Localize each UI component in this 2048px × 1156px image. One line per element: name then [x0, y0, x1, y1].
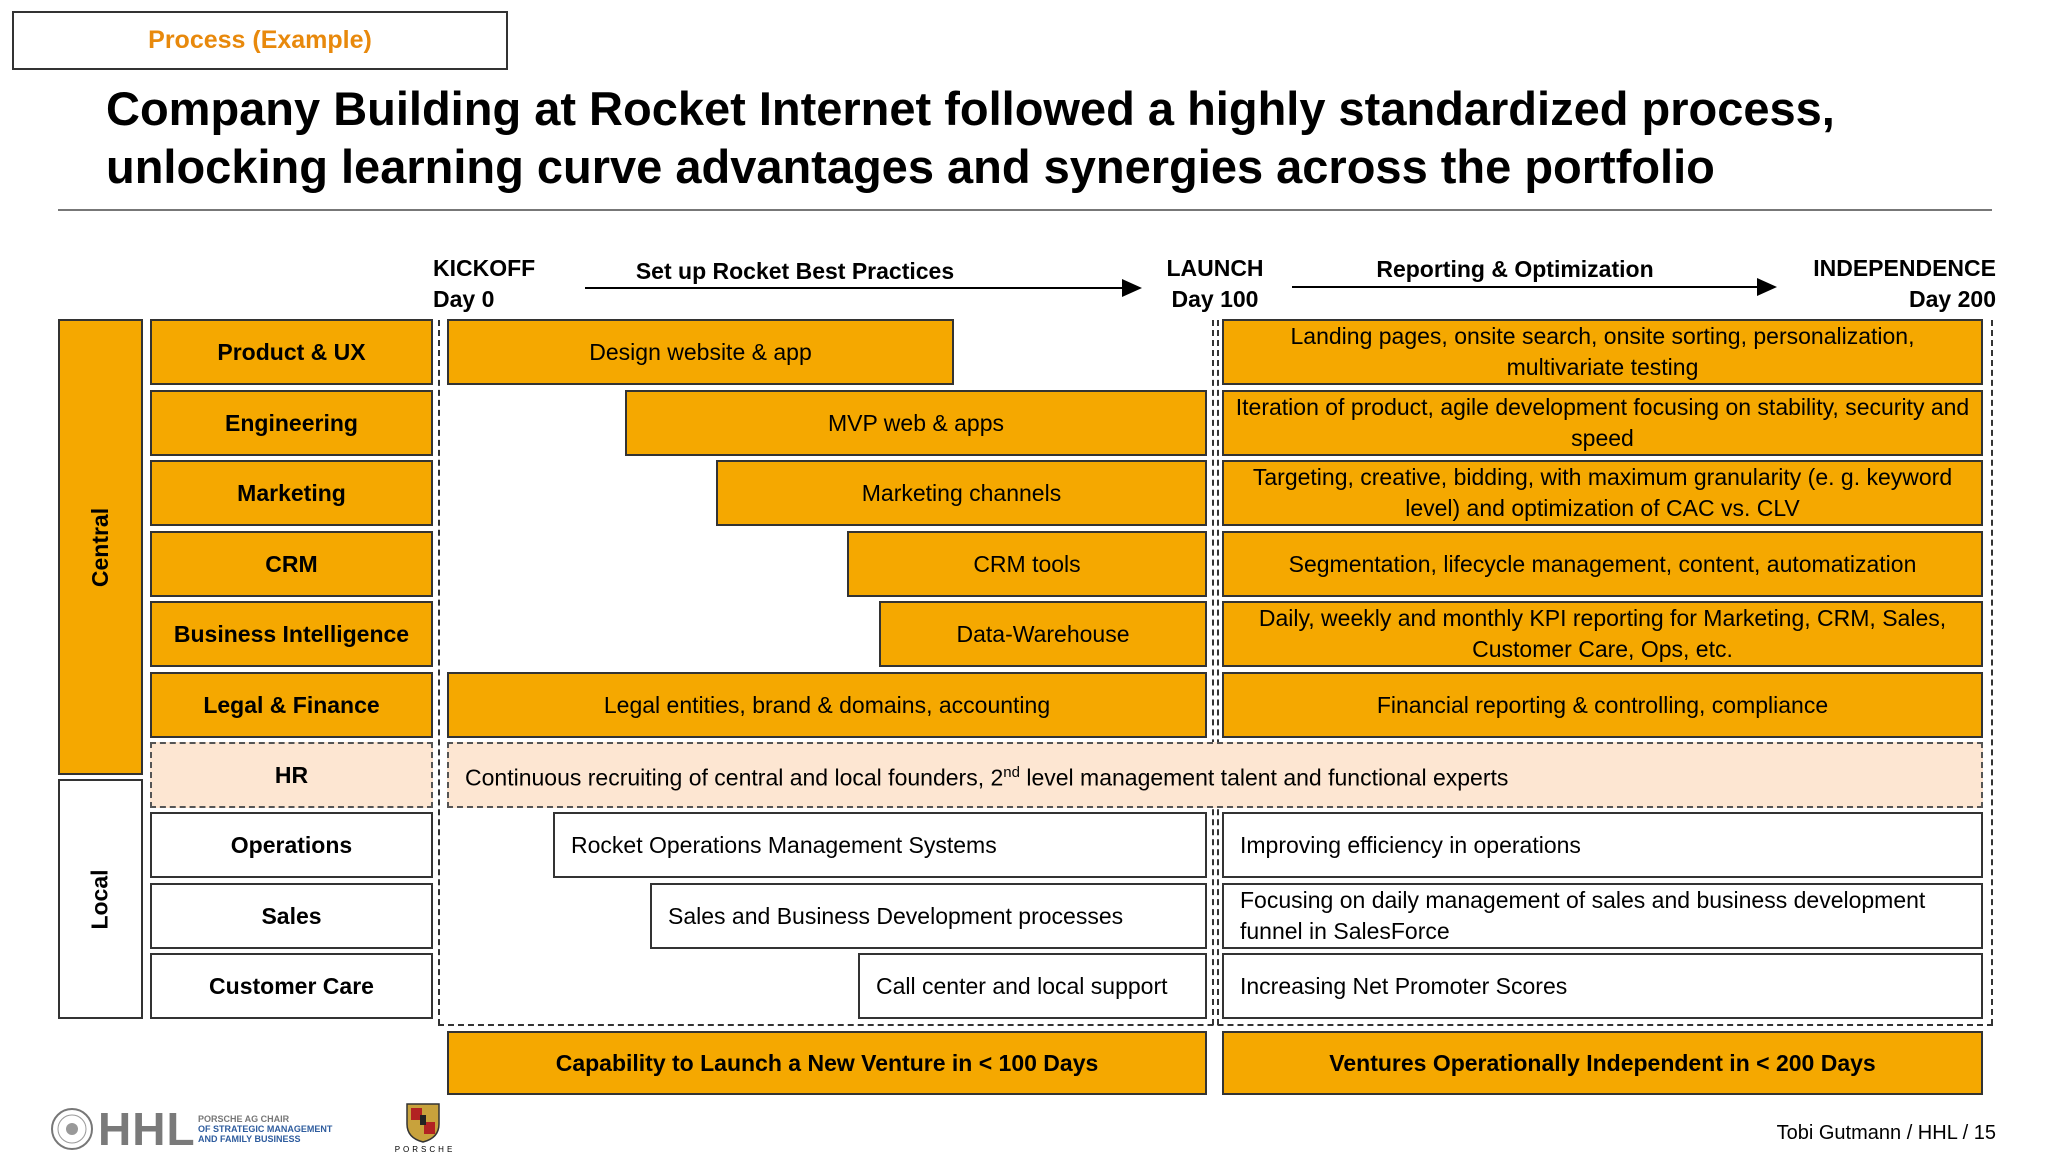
porsche-wordmark: PORSCHE: [394, 1145, 456, 1154]
timeline-bottom-dashed-line: [438, 1024, 1993, 1026]
milestone-kickoff: [433, 253, 535, 315]
chair-text: [198, 1114, 332, 1144]
phase-1-arrow-line: [585, 287, 1125, 289]
footer-credit: Tobi Gutmann / HHL / 15: [1776, 1122, 1996, 1144]
category-product-ux: Product & UX: [150, 319, 433, 385]
phase-2-arrow-line: [1292, 286, 1760, 288]
phase2-bar-product-ux: Landing pages, onsite search, onsite sorting, personalization, multivariate testing: [1222, 319, 1983, 385]
chair-text-line-3: AND FAMILY BUSINESS: [198, 1134, 301, 1144]
phase1-bar-marketing: Marketing channels: [716, 460, 1207, 526]
category-crm: CRM: [150, 531, 433, 597]
arrow-right-icon: [1757, 278, 1777, 296]
phase2-bar-operations: Improving efficiency in operations: [1222, 812, 1983, 878]
phase2-bar-business-intelligence: Daily, weekly and monthly KPI reporting for Marketing, CRM, Sales, Customer Care, Ops, etc.: [1222, 601, 1983, 667]
category-customer-care: Customer Care: [150, 953, 433, 1019]
title-line-1: Company Building at Rocket Internet followed a highly standardized process,: [106, 82, 1835, 135]
category-business-intelligence: Business Intelligence: [150, 601, 433, 667]
phase1-bar-legal-finance: Legal entities, brand & domains, accounting: [447, 672, 1207, 738]
category-engineering: Engineering: [150, 390, 433, 456]
hr-bar-text: [465, 757, 1508, 794]
category-legal-finance: Legal & Finance: [150, 672, 433, 738]
title-line-2: unlocking learning curve advantages and synergies across the portfolio: [106, 140, 1715, 193]
category-marketing: Marketing: [150, 460, 433, 526]
chair-text-line-1: PORSCHE AG CHAIR: [198, 1114, 290, 1124]
porsche-crest-icon: [403, 1100, 443, 1144]
phase-1-label: Set up Rocket Best Practices: [635, 258, 955, 284]
phase2-bar-customer-care: Increasing Net Promoter Scores: [1222, 953, 1983, 1019]
hr-bar-text-sup: nd: [1003, 763, 1020, 781]
phase1-bar-product-ux: Design website & app: [447, 319, 954, 385]
phase-2-label: Reporting & Optimization: [1376, 256, 1654, 282]
category-operations: Operations: [150, 812, 433, 878]
title-divider: [58, 209, 1992, 211]
hhl-seal-icon: [50, 1107, 94, 1151]
milestone-independence: [1790, 253, 1996, 315]
milestone-independence-day: Day 200: [1909, 286, 1996, 312]
group-local: [58, 779, 143, 1019]
group-central-label: Central: [87, 507, 113, 587]
chair-text-line-2: OF STRATEGIC MANAGEMENT: [198, 1124, 333, 1134]
phase2-bar-marketing: Targeting, creative, bidding, with maximum granularity (e. g. keyword level) and optimization of CAC vs. CLV: [1222, 460, 1983, 526]
hr-spanning-bar: [447, 742, 1983, 808]
phase1-bar-crm: CRM tools: [847, 531, 1207, 597]
group-local-label: Local: [86, 868, 113, 930]
phase1-bar-customer-care: Call center and local support: [858, 953, 1207, 1019]
hr-bar-text-post: level management talent and functional experts: [1019, 764, 1509, 791]
day100-dashed-line-a: [1212, 320, 1214, 1025]
hr-bar-text-pre: Continuous recruiting of central and local founders, 2: [465, 764, 1004, 791]
phase2-bar-legal-finance: Financial reporting & controlling, compliance: [1222, 672, 1983, 738]
category-sales: Sales: [150, 883, 433, 949]
phase1-bar-operations: Rocket Operations Management Systems: [553, 812, 1207, 878]
milestone-kickoff-day: Day 0: [433, 286, 495, 312]
outcome-phase1: Capability to Launch a New Venture in < 100 Days: [447, 1031, 1207, 1095]
day200-dashed-line: [1991, 320, 1993, 1025]
outcome-phase2: Ventures Operationally Independent in < 200 Days: [1222, 1031, 1983, 1095]
phase1-bar-business-intelligence: Data-Warehouse: [879, 601, 1207, 667]
phase1-bar-engineering: MVP web & apps: [625, 390, 1207, 456]
group-central: [58, 319, 143, 775]
milestone-launch-name: LAUNCH: [1166, 255, 1264, 281]
day0-dashed-line: [438, 320, 440, 1025]
phase2-bar-sales: Focusing on daily management of sales and business development funnel in SalesForce: [1222, 883, 1983, 949]
day100-dashed-line-b: [1217, 320, 1219, 1025]
hhl-logo: HHL: [98, 1103, 196, 1155]
milestone-kickoff-name: KICKOFF: [433, 255, 536, 281]
phase2-bar-engineering: Iteration of product, agile development focusing on stability, security and speed: [1222, 390, 1983, 456]
milestone-launch: [1160, 253, 1270, 315]
page-title: [106, 80, 2006, 196]
phase2-bar-crm: Segmentation, lifecycle management, content, automatization: [1222, 531, 1983, 597]
arrow-right-icon: [1122, 279, 1142, 297]
milestone-independence-name: INDEPENDENCE: [1813, 255, 1996, 281]
category-hr: HR: [150, 742, 433, 808]
phase1-bar-sales: Sales and Business Development processes: [650, 883, 1207, 949]
section-tag: Process (Example): [12, 11, 508, 70]
milestone-launch-day: Day 100: [1171, 286, 1259, 312]
